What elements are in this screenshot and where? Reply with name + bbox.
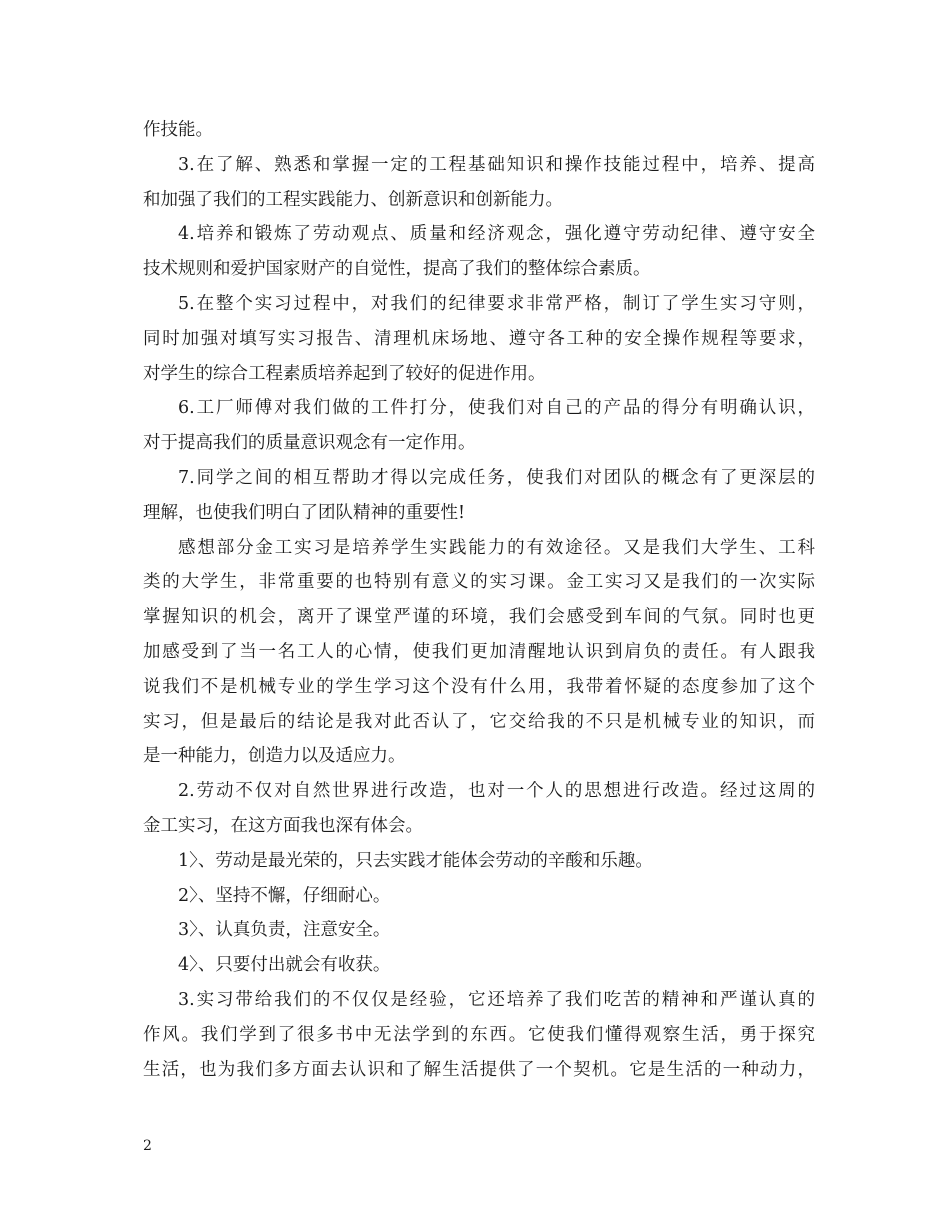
text-line: 对于提高我们的质量意识观念有一定作用。: [143, 433, 476, 454]
text-line: 对学生的综合工程素质培养起到了较好的促进作用。: [143, 363, 546, 384]
text-line: 同时加强对填写实习报告、清理机床场地、遵守各工种的安全操作规程等要求，: [143, 328, 815, 349]
text-line: 类的大学生，非常重要的也特别有意义的实习课。金工实习又是我们的一次实际: [143, 572, 815, 593]
text-line: 感想部分金工实习是培养学生实践能力的有效途径。又是我们大学生、工科: [178, 537, 815, 558]
text-line: 3〉、认真负责，注意安全。: [178, 920, 391, 941]
text-line: 说我们不是机械专业的学生学习这个没有什么用，我带着怀疑的态度参加了这个: [143, 676, 815, 697]
text-line: 3.实习带给我们的不仅仅是经验，它还培养了我们吃苦的精神和严谨认真的: [178, 989, 815, 1010]
text-line: 技术规则和爱护国家财产的自觉性，提高了我们的整体综合素质。: [143, 259, 651, 280]
text-line: 和加强了我们的工程实践能力、创新意识和创新能力。: [143, 189, 563, 210]
page-number: 2: [143, 1138, 152, 1154]
text-line: 掌握知识的机会，离开了课堂严谨的环境，我们会感受到车间的气氛。同时也更: [143, 607, 815, 628]
text-line: 作技能。: [143, 120, 213, 140]
text-line: 4〉、只要付出就会有收获。: [178, 955, 391, 976]
text-line: 3.在了解、熟悉和掌握一定的工程基础知识和操作技能过程中，培养、提高: [178, 154, 815, 175]
text-line: 2〉、坚持不懈，仔细耐心。: [178, 885, 391, 906]
text-line: 7.同学之间的相互帮助才得以完成任务，使我们对团队的概念有了更深层的: [178, 467, 815, 488]
text-line: 作风。我们学到了很多书中无法学到的东西。它使我们懂得观察生活，勇于探究: [143, 1024, 815, 1045]
text-line: 金工实习，在这方面我也深有体会。: [143, 815, 423, 836]
text-line: 生活，也为我们多方面去认识和了解生活提供了一个契机。它是生活的一种动力，: [143, 1059, 815, 1080]
text-line: 理解，也使我们明白了团队精神的重要性!: [143, 502, 466, 523]
text-line: 5.在整个实习过程中，对我们的纪律要求非常严格，制订了学生实习守则，: [178, 293, 815, 314]
text-line: 实习，但是最后的结论是我对此否认了，它交给我的不只是机械专业的知识，而: [143, 711, 815, 732]
text-line: 是一种能力，创造力以及适应力。: [143, 746, 406, 767]
text-line: 4.培养和锻炼了劳动观点、质量和经济观念，强化遵守劳动纪律、遵守安全: [178, 224, 815, 245]
text-line: 加感受到了当一名工人的心情，使我们更加清醒地认识到肩负的责任。有人跟我: [143, 641, 815, 662]
text-line: 1〉、劳动是最光荣的，只去实践才能体会劳动的辛酸和乐趣。: [178, 850, 653, 871]
text-line: 2.劳动不仅对自然世界进行改造，也对一个人的思想进行改造。经过这周的: [178, 781, 815, 802]
text-line: 6.工厂师傅对我们做的工件打分，使我们对自己的产品的得分有明确认识，: [178, 398, 815, 419]
document-body: [143, 113, 815, 1087]
